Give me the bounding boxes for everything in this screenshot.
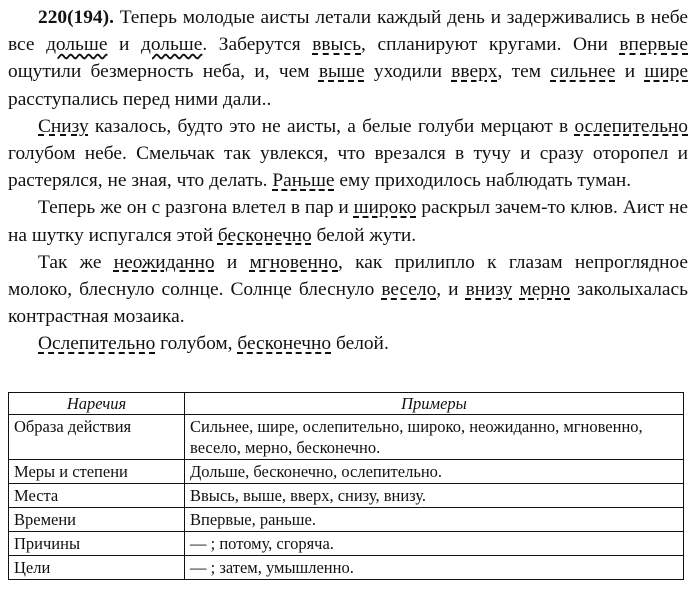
underlined-adverb: сильнее: [550, 61, 616, 83]
underlined-adverb: Снизу: [38, 115, 89, 137]
underlined-adverb: внизу: [465, 279, 513, 301]
underlined-adverb: бесконечно: [217, 224, 312, 246]
text-run: Так же: [38, 251, 114, 273]
table-row: [9, 460, 684, 484]
text-run: [107, 34, 119, 55]
text-run: и: [214, 251, 250, 273]
text-run: белой жути.: [311, 224, 417, 246]
text-run: ощутили безмерность неба, и, чем: [8, 61, 319, 83]
underlined-adverb: дольше: [140, 34, 203, 56]
paragraph-2: [8, 113, 688, 195]
text-run: . Заберутся: [202, 34, 313, 56]
adverb-category: Места: [9, 484, 185, 508]
underlined-adverb: Ослепительно: [38, 333, 156, 355]
adverb-category: Меры и степени: [9, 460, 185, 484]
paragraph-body: [8, 197, 688, 245]
underlined-adverb: ввысь: [312, 34, 362, 56]
table-row: [9, 508, 684, 532]
table-header-row: [9, 393, 684, 415]
underlined-adverb: впервые: [619, 34, 689, 56]
text-run: Теперь молодые аисты летали каждый день и задерживались в небе все: [8, 7, 688, 56]
underlined-adverb: мгновенно: [249, 251, 338, 273]
table-row: [9, 556, 684, 580]
text-run: , тем: [497, 61, 551, 83]
adverb-category: Времени: [9, 508, 185, 532]
adverb-examples: Сильнее, шире, ослепительно, широко, неожиданно, мгновенно, весело, мерно, бесконечно.: [185, 415, 684, 460]
paragraph-body: [38, 333, 389, 354]
underlined-adverb: выше: [318, 61, 365, 83]
adverb-category: Образа действия: [9, 415, 185, 460]
adverb-examples: Дольше, бесконечно, ослепительно.: [185, 460, 684, 484]
text-run: , как прилипло к глазам непроглядное молоко, блеснуло солнце. Солнце блеснуло: [8, 251, 689, 301]
underlined-adverb: весело: [381, 279, 437, 301]
underlined-adverb: вверх: [451, 61, 498, 83]
underlined-adverb: широко: [353, 197, 417, 219]
table-row: [9, 532, 684, 556]
adverb-examples: Ввысь, выше, вверх, снизу, внизу.: [185, 484, 684, 508]
text-run: казалось, будто это не аисты, а белые голуби мерцают в: [88, 115, 575, 137]
text-run: белой.: [331, 333, 389, 355]
text-run: раскрыл зачем-то клюв. Аист не на шутку испугался этой: [8, 197, 688, 246]
adverb-examples: — ; затем, умышленно.: [185, 556, 684, 580]
underlined-adverb: ослепительно: [574, 115, 688, 137]
underlined-adverb: дольше: [46, 34, 108, 56]
exercise-number: 220(194).: [38, 7, 114, 28]
paragraph-1: [8, 4, 688, 113]
paragraph-body: [8, 252, 688, 327]
text-run: ему приходилось наблюдать туман.: [334, 170, 632, 192]
text-run: , спланируют кругами. Они: [361, 34, 620, 56]
adverb-category: Причины: [9, 532, 185, 556]
exercise-text: [8, 4, 688, 358]
underlined-adverb: Раньше: [272, 170, 335, 192]
adverb-examples: — ; потому, сгоряча.: [185, 532, 684, 556]
text-run: [129, 34, 141, 55]
table-row: [9, 484, 684, 508]
adverbs-table: [8, 392, 684, 580]
underlined-adverb: шире: [644, 61, 689, 83]
text-run: заколыхалась контрастная мозаика.: [8, 279, 688, 328]
header-examples: Примеры: [185, 393, 684, 415]
table-row: [9, 415, 684, 460]
text-run: и: [615, 61, 645, 83]
adverb-examples: Впервые, раньше.: [185, 508, 684, 532]
table-body: [9, 415, 684, 580]
text-run: Теперь же он с разгона влетел в пар и: [38, 197, 354, 219]
paragraph-body: [8, 116, 688, 191]
underlined-adverb: неожиданно: [113, 251, 215, 273]
text-run: расступались перед ними дали..: [8, 88, 272, 110]
adverb-category: Цели: [9, 556, 185, 580]
text-run: уходили: [364, 61, 452, 83]
text-run: , и: [436, 279, 466, 301]
paragraph-3: [8, 194, 688, 248]
text-run: голубом,: [155, 333, 238, 355]
underlined-adverb: бесконечно: [237, 333, 332, 355]
underlined-adverb: мерно: [519, 279, 571, 301]
header-adverbs: Наречия: [9, 393, 185, 415]
text-run: голубом небе. Смельчак так увлекся, что врезался в тучу и сразу оторопел и растерялся, не зная, что делать.: [8, 143, 688, 192]
paragraph-4: [8, 249, 688, 331]
paragraph-5: [8, 330, 688, 357]
text-run: и: [119, 34, 130, 56]
